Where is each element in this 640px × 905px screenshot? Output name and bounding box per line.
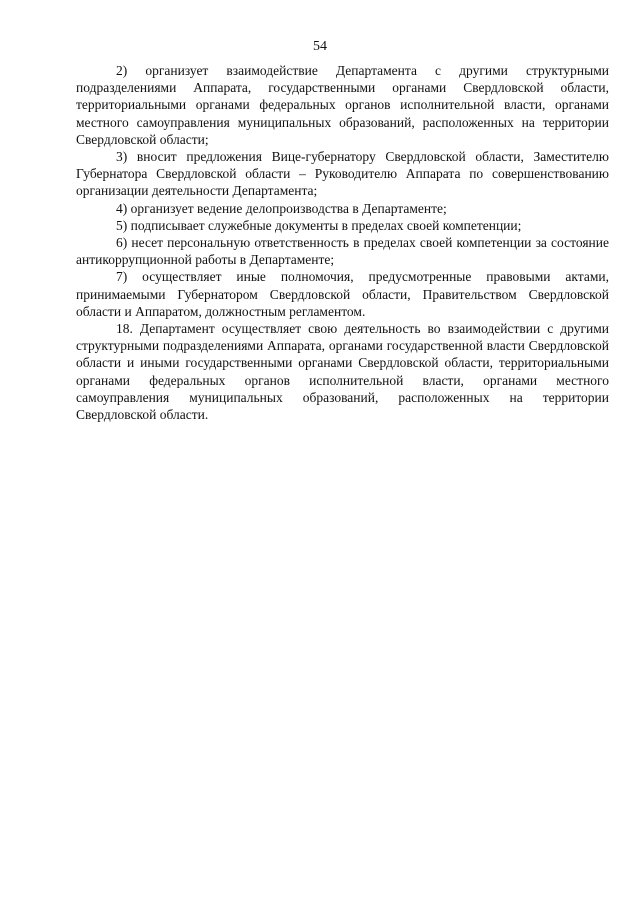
paragraph-item-7: 7) осуществляет иные полномочия, предусмотренные правовыми актами, принимаемыми Губернатором Свердловской области, Правительством Свердловской области и Аппаратом, должностным регламентом. [76, 269, 609, 319]
paragraph-item-4: 4) организует ведение делопроизводства в Департаменте; [116, 200, 447, 216]
page-number: 54 [313, 39, 327, 54]
document-body [76, 62, 609, 423]
paragraph-item-6: 6) несет персональную ответственность в пределах своей компетенции за состояние антикоррупционной работы в Департаменте; [76, 235, 609, 268]
paragraph-item-5: 5) подписывает служебные документы в пределах своей компетенции; [116, 217, 522, 233]
paragraph-section-18: 18. Департамент осуществляет свою деятельность во взаимодействии с другими структурными подразделениями Аппарата, органами государственной власти Свердловской области и иными государственными органами Свердловской области, территориальными органами федеральных органов исполнительной власти, органами местного самоуправления муниципальных образований, расположенных на территории Свердловской области. [76, 321, 609, 423]
paragraph-item-2: 2) организует взаимодействие Департамента с другими структурными подразделениями Аппарата, государственными органами Свердловской области, территориальными органами федеральных органов исполнительной власти, органами местного самоуправления муниципальных образований, расположенных на территории Свердловской области; [76, 63, 609, 147]
paragraph-item-3: 3) вносит предложения Вице-губернатору Свердловской области, Заместителю Губернатора Свердловской области – Руководителю Аппарата по совершенствованию организации деятельности Департамента; [76, 149, 609, 199]
